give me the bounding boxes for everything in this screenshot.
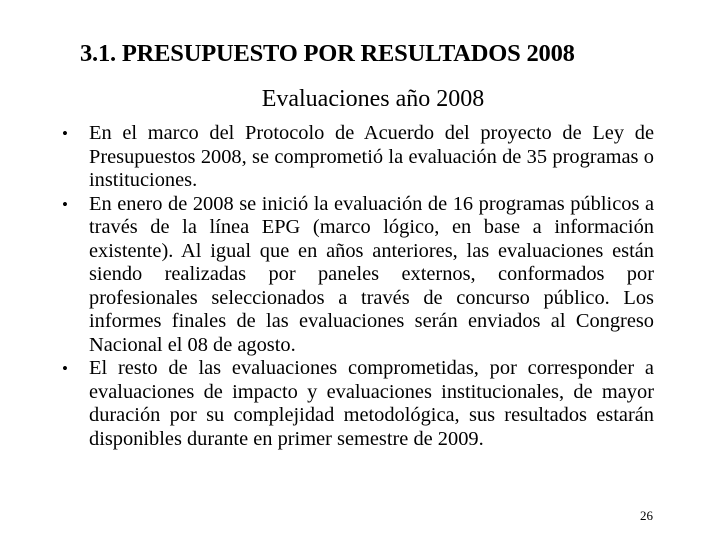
bullet-text: En el marco del Protocolo de Acuerdo del proyecto de Ley de Presupuestos 2008, se comprometió la evaluación de 35 programas o instituciones. [89,122,654,191]
bullet-item [62,193,654,358]
bullet-item [62,122,654,193]
bullet-item [62,357,654,451]
slide-title: 3.1. PRESUPUESTO POR RESULTADOS 2008 [80,40,575,67]
bullet-dot-icon: • [62,194,68,214]
page-number: 26 [640,508,653,523]
bullet-dot-icon: • [62,359,68,378]
bullet-text: El resto de las evaluaciones comprometidas, por corresponder a evaluaciones de impacto y evaluaciones institucionales, de mayor duración por su complejidad metodológica, sus resultados estarán disponibles durante en primer semestre de 2009. [89,357,654,450]
bullet-list [62,122,654,451]
bullet-dot-icon: • [62,124,68,143]
bullet-text: En enero de 2008 se inició la evaluación de 16 programas públicos a través de la línea EPG (marco lógico, en base a información existente). Al igual que en años anteriores, las evaluaciones están siendo realizadas por paneles externos, conformados por profesionales seleccionados a través de concurso público. Los informes finales de las evaluaciones serán enviados al Congreso Nacional el 08 de agosto. [89,192,654,356]
slide-subtitle: Evaluaciones año 2008 [261,86,485,112]
